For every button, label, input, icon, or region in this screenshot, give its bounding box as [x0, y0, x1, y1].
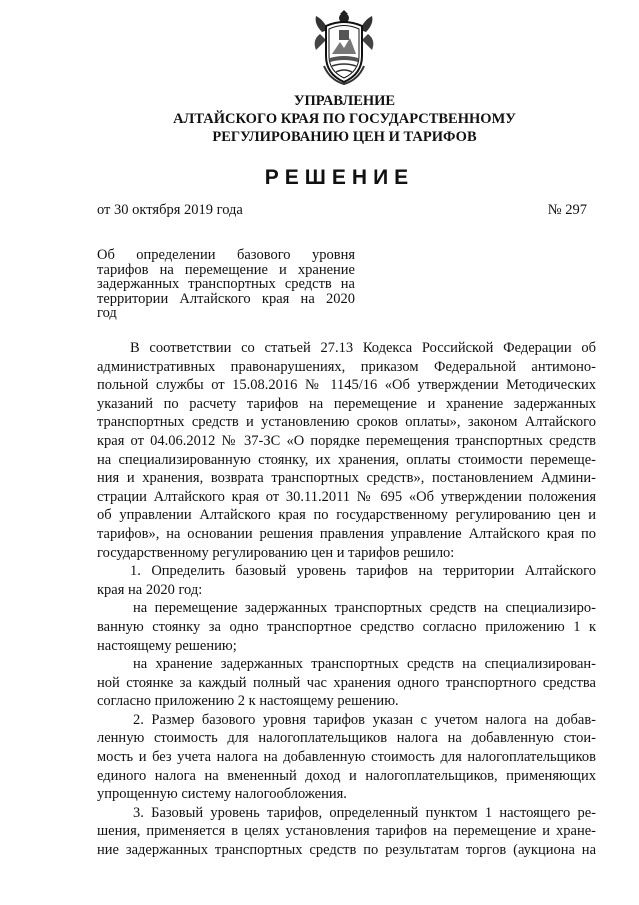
- body-line: мость и без учета налога на добавленную стоимость для налогоплательщиков: [97, 749, 596, 766]
- coat-of-arms-emblem: [310, 10, 378, 86]
- body-line: 3. Базовый уровень тарифов, определенный пунктом 1 настоящего ре-: [133, 804, 596, 821]
- organization-name: [0, 92, 639, 146]
- body-line: государственному регулированию цен и тарифов решило:: [97, 544, 455, 561]
- body-line: тарифов», на основании решения правления управление Алтайского края по: [97, 525, 596, 542]
- body-line: на хранение задержанных транспортных средств на специализирован-: [133, 656, 596, 673]
- body-line: страции Алтайского края от 30.11.2011 № 695 «Об утверждении положения: [97, 488, 596, 505]
- body-line: В соответствии со статьей 27.13 Кодекса Российской Федерации об: [130, 340, 596, 356]
- subject-line: территории Алтайского края на 2020: [97, 290, 355, 307]
- body-line: указаний по расчету тарифов на перемещение и хранение задержанных: [97, 395, 596, 412]
- body-line: об управлении Алтайского края по государственному регулированию цен и: [97, 507, 596, 524]
- subject-line: задержанных транспортных средств на: [97, 276, 355, 292]
- body-line: ние задержанных транспортных средств по результатам торгов (аукциона на: [97, 842, 596, 859]
- document-title: РЕШЕНИЕ: [264, 166, 415, 189]
- body-line: на перемещение задержанных транспортных средств на специализиро-: [133, 600, 596, 617]
- body-line: на специализированную стоянку, их хранения, оплаты стоимости перемеще-: [97, 451, 596, 468]
- body-line: края на 2020 год:: [97, 581, 203, 598]
- body-line: ленную стоимость для налогоплательщиков налога на добавленную стои-: [97, 730, 596, 747]
- org-line: РЕГУЛИРОВАНИЮ ЦЕН И ТАРИФОВ: [212, 129, 477, 145]
- body-line: административных правонарушениях, приказом Федеральной антимоно-: [97, 358, 596, 375]
- body-line: согласно приложению 2 к настоящему решению.: [97, 693, 399, 710]
- body-line: края от 04.06.2012 № 37-ЗС «О порядке перемещения транспортных средств: [97, 432, 596, 449]
- subject-line: год: [97, 305, 117, 321]
- subject-line: тарифов на перемещение и хранение: [97, 261, 355, 278]
- body-line: транспортных средств и установлению сроков оплаты», законом Алтайского: [97, 414, 596, 431]
- document-date: от 30 октября 2019 года: [97, 202, 243, 218]
- body-line: единого налога на вмененный доход и налогоплательщиков, применяющих: [97, 767, 596, 784]
- document-number: № 297: [547, 202, 587, 218]
- body-line: 2. Размер базового уровня тарифов указан с учетом налога на добав-: [133, 711, 596, 728]
- body-line: польной службы от 15.08.2016 № 1145/16 «Об утверждении Методических: [97, 377, 596, 394]
- body-line: ной стоянке за каждый полный час хранения одного транспортного средства: [97, 674, 596, 691]
- org-line: АЛТАЙСКОГО КРАЯ ПО ГОСУДАРСТВЕННОМУ: [173, 111, 516, 127]
- body-line: настоящему решению;: [97, 637, 237, 654]
- document-subject: [97, 248, 355, 321]
- body-line: шения, применяется в целях установления тарифов на перемещение и хране-: [97, 823, 596, 840]
- document-body: [97, 339, 596, 860]
- org-line: УПРАВЛЕНИЕ: [293, 93, 396, 109]
- subject-line: Об определении базового уровня: [97, 247, 355, 263]
- body-line: ния и хранения, возврата транспортных средств», постановлением Админи-: [97, 470, 596, 487]
- body-line: ванную стоянку за одно транспортное средство согласно приложению 1 к: [97, 618, 596, 635]
- body-line: упрощенную систему налогообложения.: [97, 786, 347, 803]
- body-line: 1. Определить базовый уровень тарифов на территории Алтайского: [130, 563, 596, 580]
